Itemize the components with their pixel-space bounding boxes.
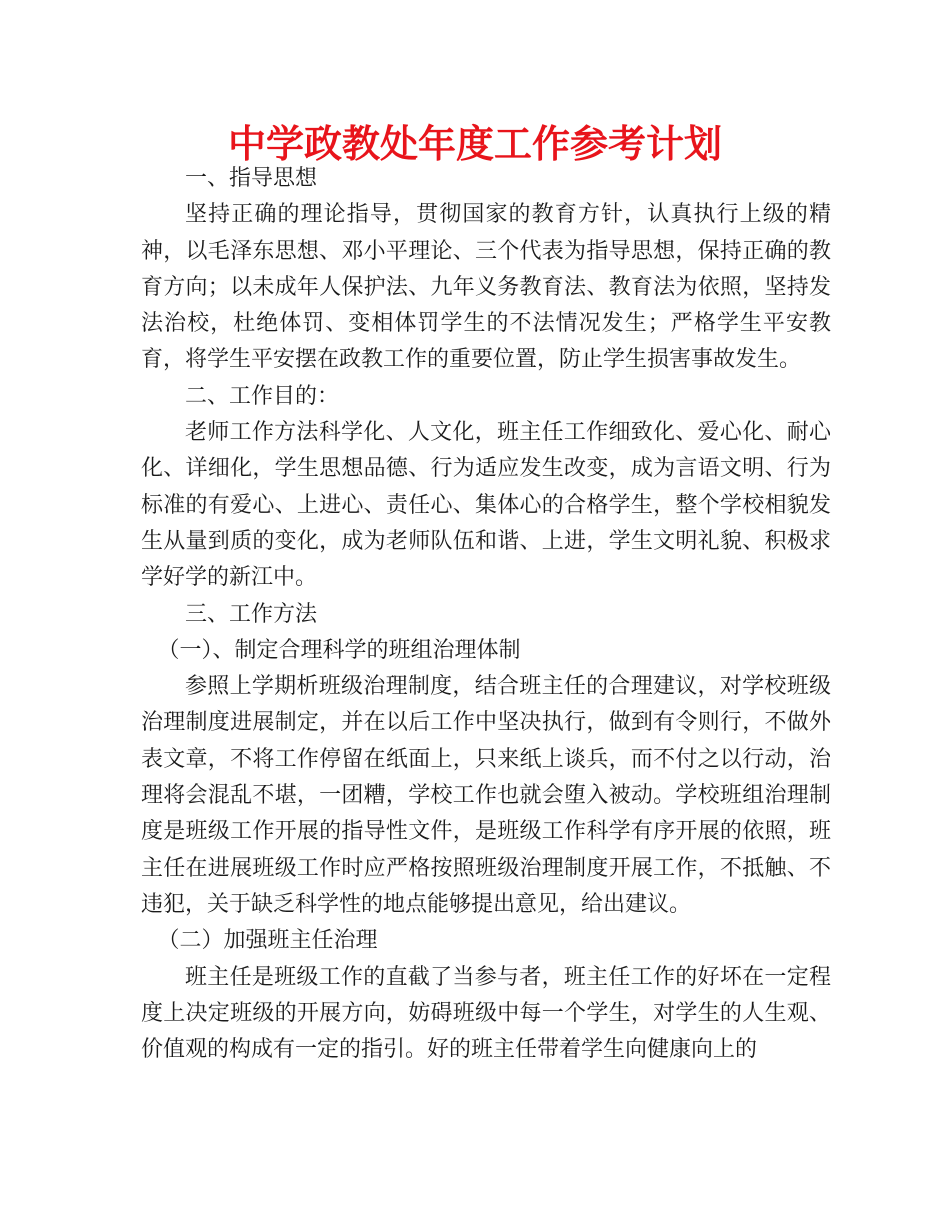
paragraph-head-teacher-management: 班主任是班级工作的直截了当参与者，班主任工作的好坏在一定程度上决定班级的开展方向，妨碍班级中每一个学生，对学生的人生观、价值观的构成有一定的指引。好的班主任带着学生向健康向上的 bbox=[141, 964, 831, 1063]
paragraph-guiding-ideology: 坚持正确的理论指导，贯彻国家的教育方针，认真执行上级的精神，以毛泽东思想、邓小平理论、三个代表为指导思想，保持正确的教育方向；以未成年人保护法、九年义务教育法、教育法为依照，坚持发法治校，杜绝体罚、变相体罚学生的不法情况发生；严格学生平安教育，将学生平安摆在政教工作的重要位置，防止学生损害事故发生。 bbox=[141, 202, 831, 373]
subsection-heading-class-management-system: （一）、制定合理科学的班组治理体制 bbox=[157, 637, 521, 663]
paragraph-work-objectives: 老师工作方法科学化、人文化，班主任工作细致化、爱心化、耐心化、详细化，学生思想品德、行为适应发生改变，成为言语文明、行为标准的有爱心、上进心、责任心、集体心的合格学生，整个学校相貌发生从量到质的变化，成为老师队伍和谐、上进，学生文明礼貌、积极求学好学的新江中。 bbox=[141, 420, 831, 591]
document-title: 中学政教处年度工作参考计划 bbox=[227, 122, 722, 166]
paragraph-class-management-system: 参照上学期析班级治理制度，结合班主任的合理建议，对学校班级治理制度进展制定，并在以后工作中坚决执行，做到有令则行，不做外表文章，不将工作停留在纸面上，只来纸上谈兵，而不付之以行动，治理将会混乱不堪，一团糟，学校工作也就会堕入被动。学校班组治理制度是班级工作开展的指导性文件，是班级工作科学有序开展的依照，班主任在进展班级工作时应严格按照班级治理制度开展工作，不抵触、不违犯，关于缺乏科学性的地点能够提出意见，给出建议。 bbox=[141, 674, 831, 917]
section-heading-guiding-ideology: 一、指导思想 bbox=[185, 166, 318, 191]
document-body bbox=[141, 161, 831, 1068]
section-heading-work-objectives: 二、工作目的： bbox=[185, 383, 340, 409]
subsection-heading-head-teacher-management: （二）加强班主任治理 bbox=[157, 928, 378, 954]
section-heading-work-methods: 三、工作方法 bbox=[185, 601, 318, 627]
